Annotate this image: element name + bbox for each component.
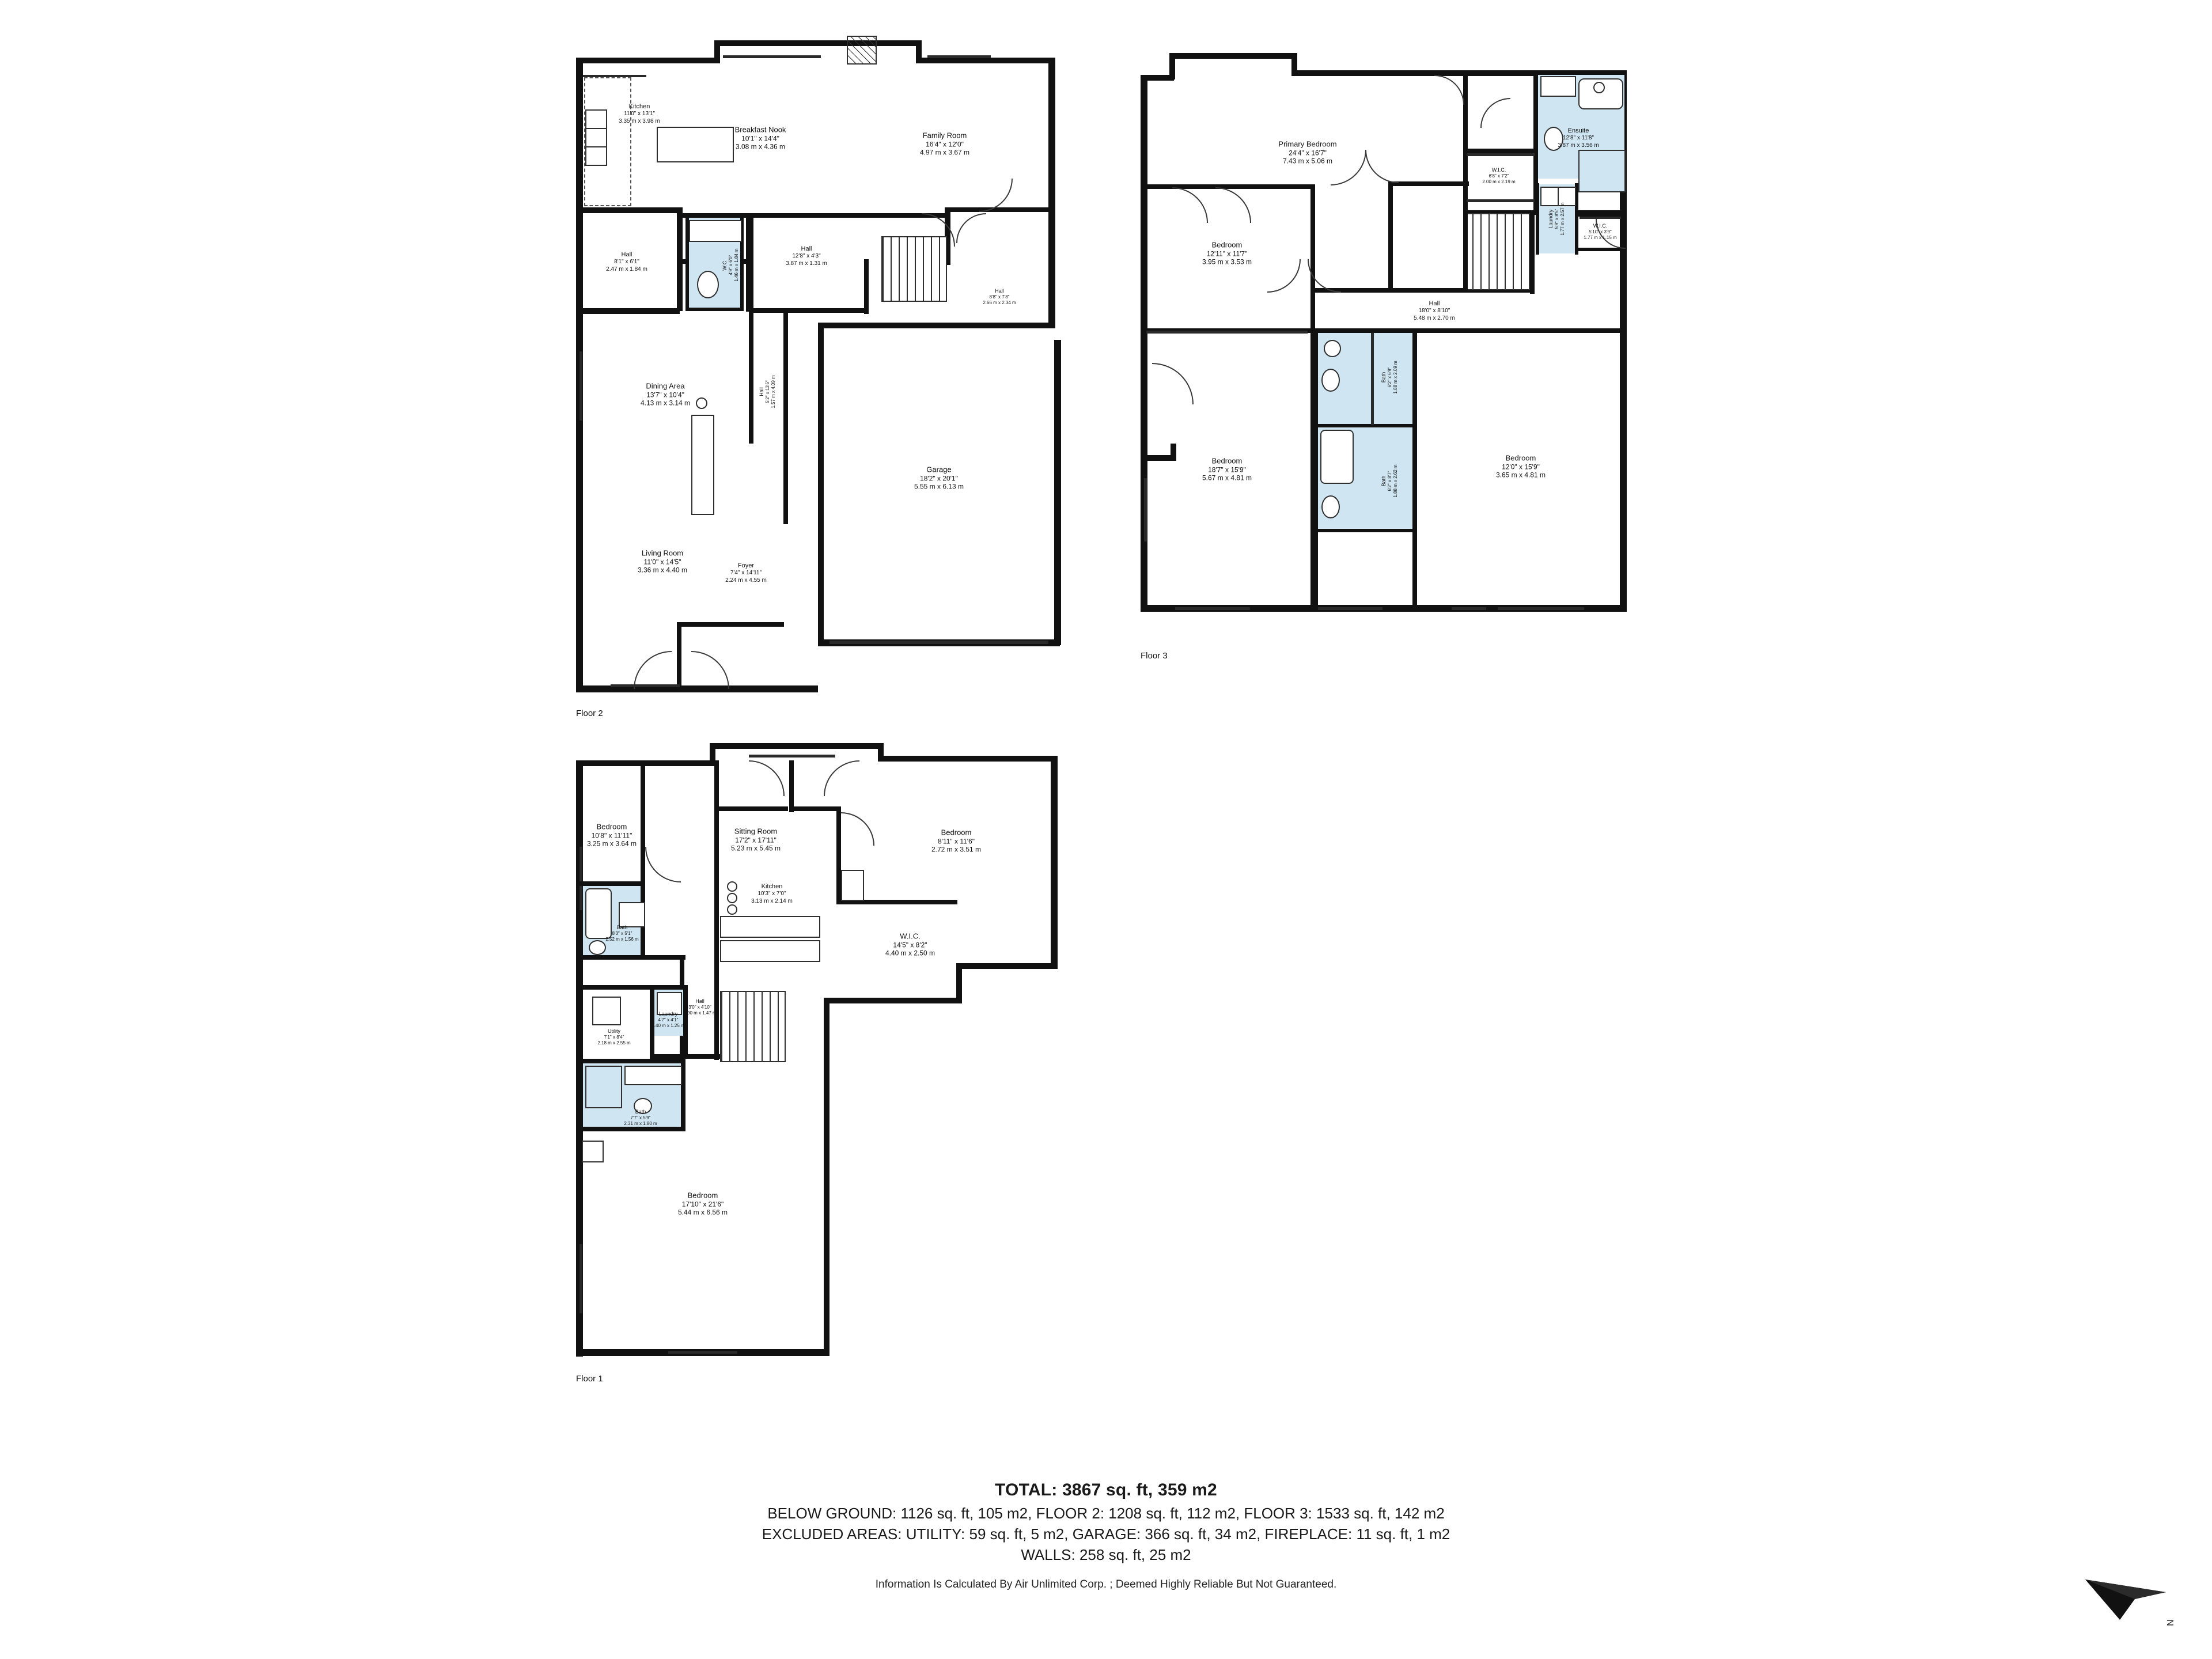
floor-plan-floor-3 [1141,40,1659,662]
room-label-bedroom-bottom: Bedroom 17'10" x 21'6" 5.44 m x 6.56 m [677,1191,728,1217]
room-label-kitchen: Kitchen 11'0" x 13'1" 3.35 m x 3.98 m [619,103,660,124]
vanity [1540,76,1576,97]
room-label-bedroom-right: Bedroom 12'0" x 15'9" 3.65 m x 4.81 m [1495,453,1546,479]
closet [841,870,864,901]
door-arc [645,847,681,882]
vanity [619,902,645,927]
room-label-bedroom-top-left: Bedroom 10'8" x 11'11" 3.25 m x 3.64 m [586,822,637,848]
staircase [720,991,786,1062]
shower [585,1066,622,1108]
door-arc [1596,219,1626,249]
room-label-wic-hall: W.I.C. 5'10" x 3'9" 1.77 m x 1.15 m [1584,222,1617,240]
room-label-bedroom-lower-left: Bedroom 18'7" x 15'9" 5.67 m x 4.81 m [1202,456,1252,482]
room-label-dining-area: Dining Area 13'7" x 10'4" 4.13 m x 3.14 m [640,381,691,407]
room-label-wic: W.I.C. 14'5" x 8'2" 4.40 m x 2.50 m [885,931,935,957]
room-label-family-room: Family Room 16'4" x 12'0" 4.97 m x 3.67 m [919,131,970,157]
appliance [585,109,607,129]
vanity [624,1066,682,1085]
floor-caption-3: Floor 3 [1141,651,1168,661]
room-label-bath-upper: Bath 6'2" x 6'9" 1.88 m x 2.09 m [1380,361,1398,394]
room-label-bedroom-top-right: Bedroom 8'11" x 11'6" 2.72 m x 3.51 m [931,828,982,854]
room-label-living-room: Living Room 11'0" x 14'5" 3.36 m x 4.40 m [637,548,688,574]
toilet [1544,127,1563,151]
toilet [697,271,719,298]
fireplace-hatch [847,36,877,65]
room-label-bath-upper: Bath 8'3" x 5'1" 2.52 m x 1.56 m [605,924,639,942]
door-arc [1215,187,1251,223]
door-arc [749,760,785,796]
room-label-hall-3: Hall 8'8" x 7'8" 2.66 m x 2.34 m [983,287,1016,305]
door-arc [1267,259,1301,293]
door-arc [956,213,986,243]
door-arc [634,651,672,689]
cooktop-burner [727,893,737,903]
room-label-bath-lower: Bath 6'2" x 8'7" 1.88 m x 2.62 m [1380,464,1398,498]
room-label-breakfast-nook: Breakfast Nook 10'1" x 14'4" 3.08 m x 4.36 m [734,125,786,151]
room-label-hall-1: Hall 8'1" x 6'1" 2.47 m x 1.84 m [606,251,647,272]
room-label-wc: W.C. 4'9" x 6'0" 1.46 m x 1.84 m [721,248,739,282]
door-arc [1152,363,1194,404]
room-label-garage: Garage 18'2" x 20'1" 5.55 m x 6.13 m [914,465,964,491]
room-label-kitchen: Kitchen 10'3" x 7'0" 3.13 m x 2.14 m [751,883,793,904]
cooktop-burner [727,904,737,915]
room-label-hall-4: Hall 5'2" x 13'5" 1.57 m x 4.09 m [758,375,776,408]
summary-line-3: WALLS: 258 sq. ft, 25 m2 [1021,1546,1191,1563]
summary-line-1: BELOW GROUND: 1126 sq. ft, 105 m2, FLOOR 2: 1208 sq. ft, 112 m2, FLOOR 3: 1533 sq. ft, 142 m2 [767,1505,1445,1522]
bathtub [1320,430,1354,484]
kitchen-counter [720,940,820,962]
room-label-sitting-room: Sitting Room 17'2" x 17'11" 5.23 m x 5.45 m [730,827,781,853]
appliance [585,146,607,166]
door-arc [1365,150,1399,183]
appliance [585,128,607,147]
utility-equipment [592,997,621,1025]
vanity [689,220,742,242]
summary-disclaimer: Information Is Calculated By Air Unlimited Corp. ; Deemed Highly Reliable But Not Guaranteed. [875,1578,1337,1590]
room-label-hall-2: Hall 12'8" x 4'3" 3.87 m x 1.31 m [786,245,827,267]
room-label-hall: Hall 3'0" x 4'10" 0.90 m x 1.47 m [683,998,717,1016]
door-arc [841,812,874,846]
summary-block [0,1480,2212,1591]
door-arc [1172,187,1208,223]
room-label-utility: Utility 7'1" x 8'4" 2.18 m x 2.55 m [597,1028,631,1046]
door-arc [1434,75,1464,105]
washer [1540,187,1559,206]
room-label-ensuite: Ensuite 12'8" x 11'8" 3.87 m x 3.56 m [1558,127,1599,149]
toilet [1321,495,1340,518]
kitchen-island [657,127,734,162]
bathtub [585,888,612,939]
sink [1324,340,1341,357]
compass-rose [2080,1556,2177,1631]
room-label-foyer: Foyer 7'4" x 14'11" 2.24 m x 4.55 m [725,562,767,584]
room-label-primary-bedroom: Primary Bedroom 24'4" x 16'7" 7.43 m x 5.06 m [1278,139,1337,165]
room-label-wic-primary: W.I.C. 6'8" x 7'2" 2.00 m x 2.19 m [1482,166,1516,184]
compass-north-label: N [2165,1619,2175,1626]
washer [657,992,682,1015]
staircase [1463,213,1535,290]
room-label-hall: Hall 18'0" x 8'10" 5.48 m x 2.70 m [1414,300,1455,321]
summary-line-2: EXCLUDED AREAS: UTILITY: 59 sq. ft, 5 m2, GARAGE: 366 sq. ft, 34 m2, FIREPLACE: 11 sq. ft, 1 m2 [762,1525,1450,1543]
room-label-laundry: Laundry 5'9" x 8'5" 1.77 m x 2.57 m [1547,202,1565,236]
door-arc [1480,98,1510,128]
summary-total: TOTAL: 3867 sq. ft, 359 m2 [995,1480,1217,1499]
toilet [634,1098,652,1114]
room-label-bath-lower: Bath 7'7" x 5'9" 2.31 m x 1.80 m [624,1108,657,1126]
compass-icon [2080,1556,2177,1631]
room-label-bedroom-left: Bedroom 12'11" x 11'7" 3.95 m x 3.53 m [1202,240,1252,266]
dryer [1558,187,1576,206]
shower [1578,150,1626,192]
cooktop-burner [727,881,737,892]
fireplace-hearth [691,415,714,515]
toilet [589,940,606,955]
floor-plan-floor-2 [576,40,1094,718]
closet [582,1141,604,1162]
kitchen-counter [720,916,820,938]
door-arc [824,760,859,796]
toilet [1321,369,1340,392]
door-arc [1331,150,1366,185]
floor-plan-floor-1 [576,737,1094,1400]
sink [1593,82,1605,93]
door-arc [691,651,729,689]
floor-caption-1: Floor 1 [576,1374,603,1384]
floor-caption-2: Floor 2 [576,709,603,718]
room-label-laundry: Laundry 4'7" x 4'1" 1.40 m x 1.25 m [652,1010,685,1028]
decor [696,397,707,409]
